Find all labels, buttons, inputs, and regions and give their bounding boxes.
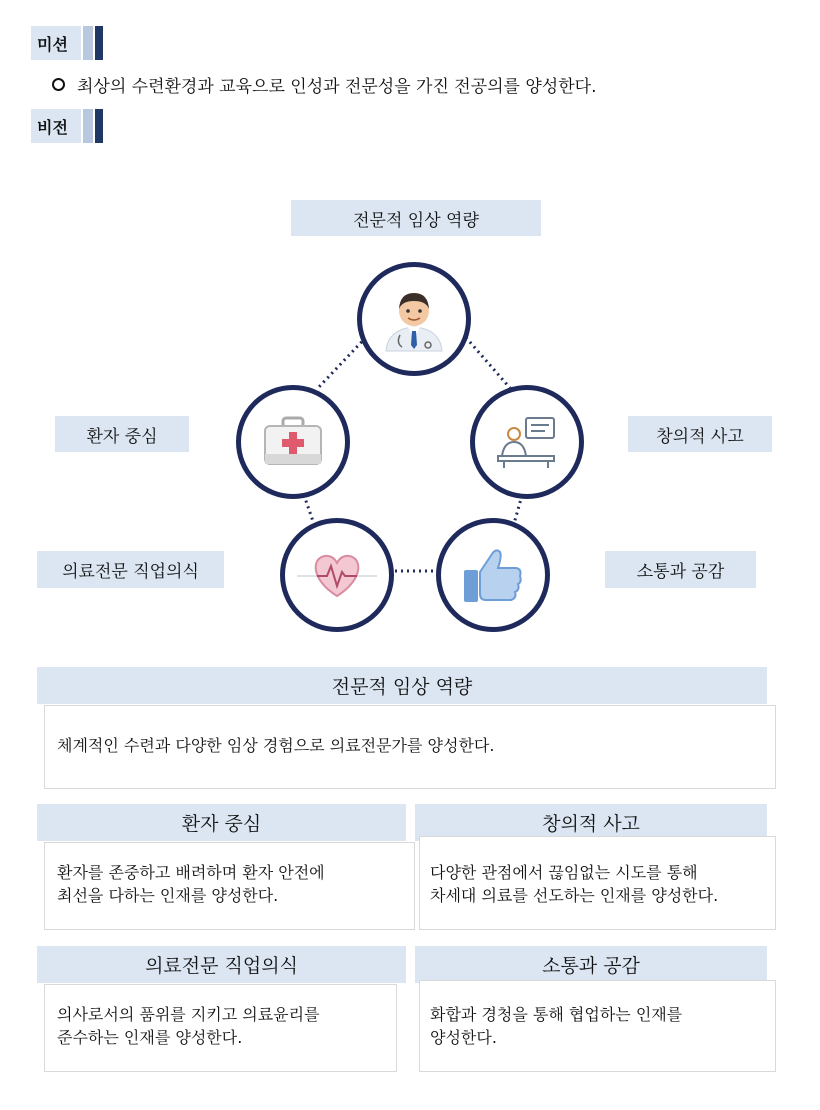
vision-heading-label: 비전 [37,118,68,137]
first-aid-circle [236,385,350,499]
vision-label-right: 창의적 사고 [628,416,772,452]
section-body-clinical [44,705,776,789]
thumbs-up-circle [436,518,550,632]
heartbeat-circle [280,518,394,632]
mission-heading-label: 미션 [37,35,68,54]
section-body-creative [419,836,776,930]
vision-label-left: 환자 중심 [55,416,189,452]
section-title-professionalism: 의료전문 직업의식 [37,946,406,983]
thumbs-up-icon [458,544,528,606]
consultation-circle [470,385,584,499]
section-body-line: 체계적인 수련과 다양한 임상 경험으로 의료전문가를 양성한다. [57,736,495,755]
first-aid-kit-icon [261,414,325,470]
heartbeat-icon [297,550,377,600]
section-title-creative: 창의적 사고 [415,804,767,841]
consultation-icon [494,414,560,470]
section-body-patient [44,842,415,930]
section-body-line: 의사로서의 품위를 지키고 의료윤리를 [57,1005,320,1024]
section-body-line: 다양한 관점에서 끊임없는 시도를 통해 [430,863,698,882]
section-body-line: 차세대 의료를 선도하는 인재를 양성한다. [430,886,719,905]
section-body-line: 화합과 경청을 통해 협업하는 인재를 [430,1005,683,1024]
doctor-icon [376,281,452,357]
section-title-patient: 환자 중심 [37,804,406,841]
vision-label-top: 전문적 임상 역량 [291,200,541,236]
section-body-communication [419,980,776,1072]
section-body-line: 양성한다. [430,1028,497,1047]
mission-text: 최상의 수련환경과 교육으로 인성과 전문성을 가진 전공의를 양성한다. [77,77,597,97]
section-body-line: 환자를 존중하고 배려하며 환자 안전에 [57,863,325,882]
vision-label-bottom-left: 의료전문 직업의식 [37,551,224,588]
vision-label-bottom-right: 소통과 공감 [605,551,756,588]
section-body-line: 최선을 다하는 인재를 양성한다. [57,886,279,905]
section-title-communication: 소통과 공감 [415,946,767,983]
doctor-circle [357,262,471,376]
section-body-professionalism [44,984,397,1072]
section-body-line: 준수하는 인재를 양성한다. [57,1028,243,1047]
section-title-clinical: 전문적 임상 역량 [37,667,767,704]
